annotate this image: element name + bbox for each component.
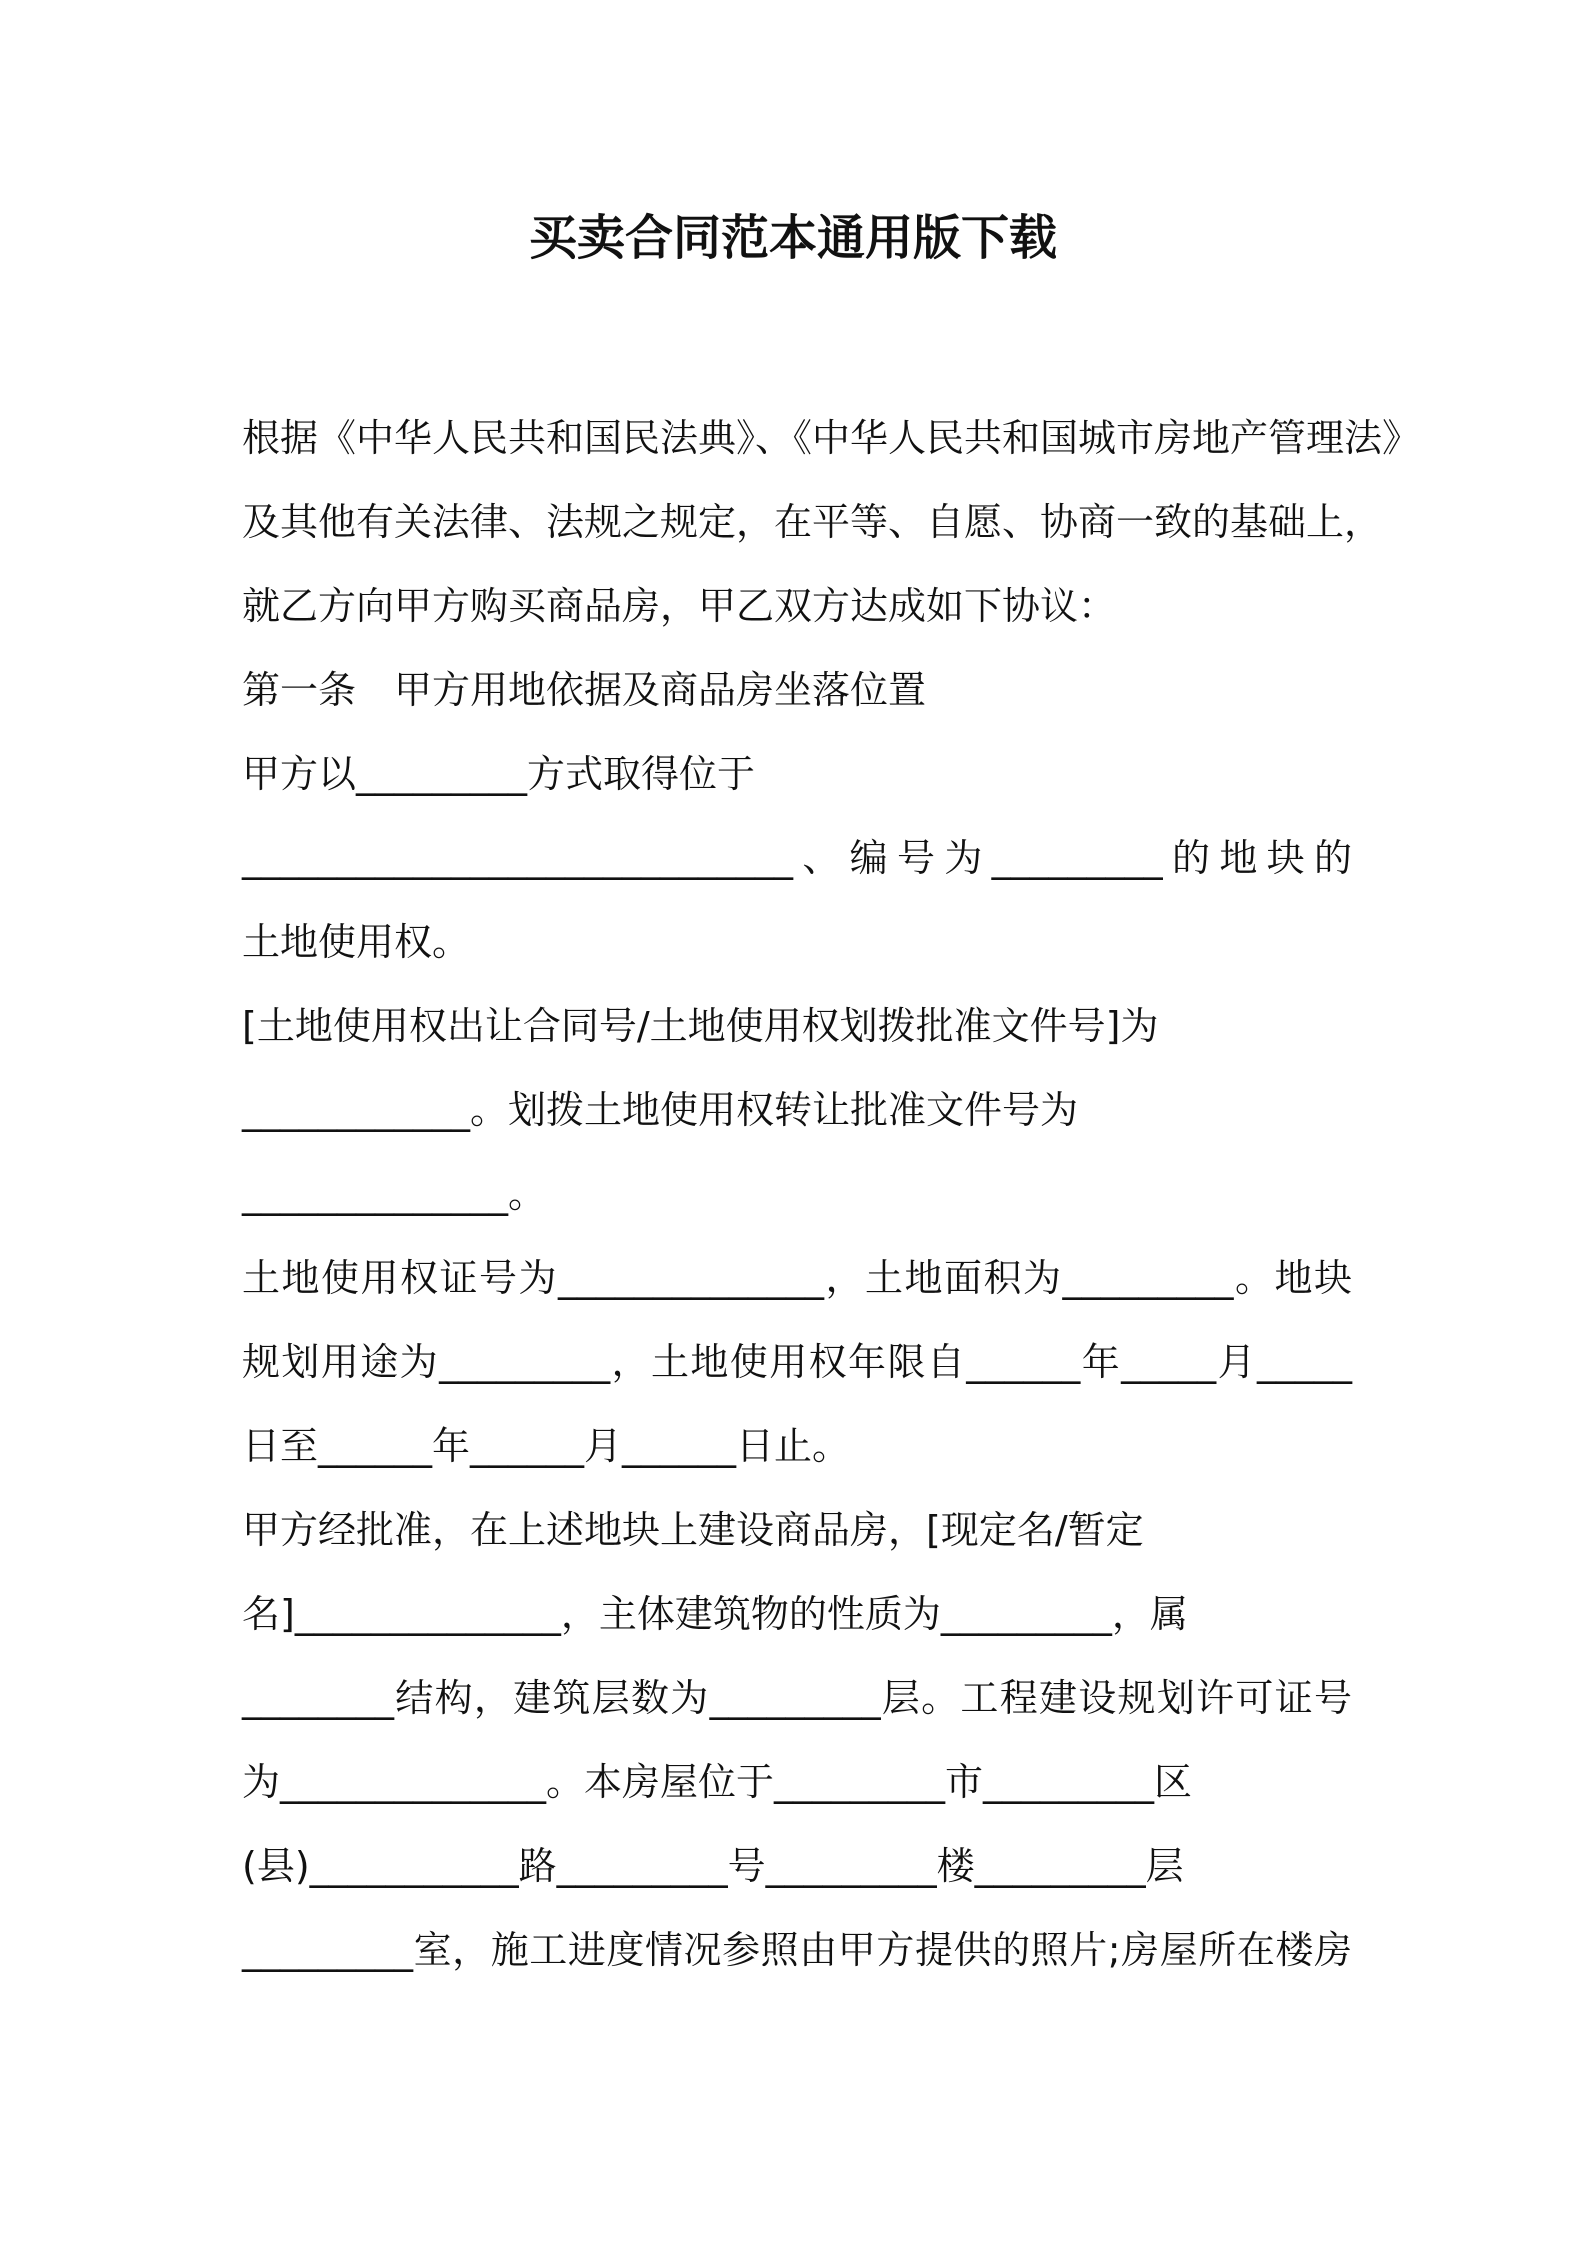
- paragraph-line: _________室，施工进度情况参照由甲方提供的照片;房屋所在楼房: [242, 1928, 1352, 1972]
- paragraph-line: 甲方以_________方式取得位于: [242, 752, 756, 796]
- paragraph-line: ______________。: [242, 1172, 547, 1216]
- paragraph-line: 土地使用权证号为______________，土地面积为_________。地块: [242, 1256, 1352, 1300]
- paragraph-line: ________结构，建筑层数为_________层。工程建设规划许可证号: [242, 1676, 1352, 1720]
- paragraph-line: 就乙方向甲方购买商品房，甲乙双方达成如下协议：: [242, 584, 1117, 628]
- paragraph-line: 甲方经批准，在上述地块上建设商品房，[现定名/暂定: [242, 1508, 1144, 1552]
- paragraph-line: 日至______年______月______日止。: [242, 1424, 851, 1468]
- paragraph-line: 规划用途为_________，土地使用权年限自______年_____月_____: [242, 1340, 1352, 1384]
- article-heading: 第一条 甲方用地依据及商品房坐落位置: [242, 668, 927, 712]
- paragraph-line: _____________________________、编号为_________的地块的: [242, 836, 1352, 880]
- paragraph-line: (县)___________路_________号_________楼_________层: [242, 1844, 1184, 1888]
- paragraph-line: 根据《中华人民共和国民法典》、《中华人民共和国城市房地产管理法》: [242, 416, 1421, 460]
- paragraph-line: ____________。划拨土地使用权转让批准文件号为: [242, 1088, 1079, 1132]
- document-title: 买卖合同范本通用版下载: [528, 210, 1057, 266]
- paragraph-line: 土地使用权。: [242, 920, 471, 964]
- paragraph-line: 名]______________，主体建筑物的性质为_________，属: [242, 1592, 1188, 1636]
- paragraph-line: 及其他有关法律、法规之规定，在平等、自愿、协商一致的基础上，: [242, 500, 1383, 544]
- paragraph-line: 为______________。本房屋位于_________市_________区: [242, 1760, 1193, 1804]
- paragraph-line: [土地使用权出让合同号/土地使用权划拨批准文件号]为: [242, 1004, 1159, 1048]
